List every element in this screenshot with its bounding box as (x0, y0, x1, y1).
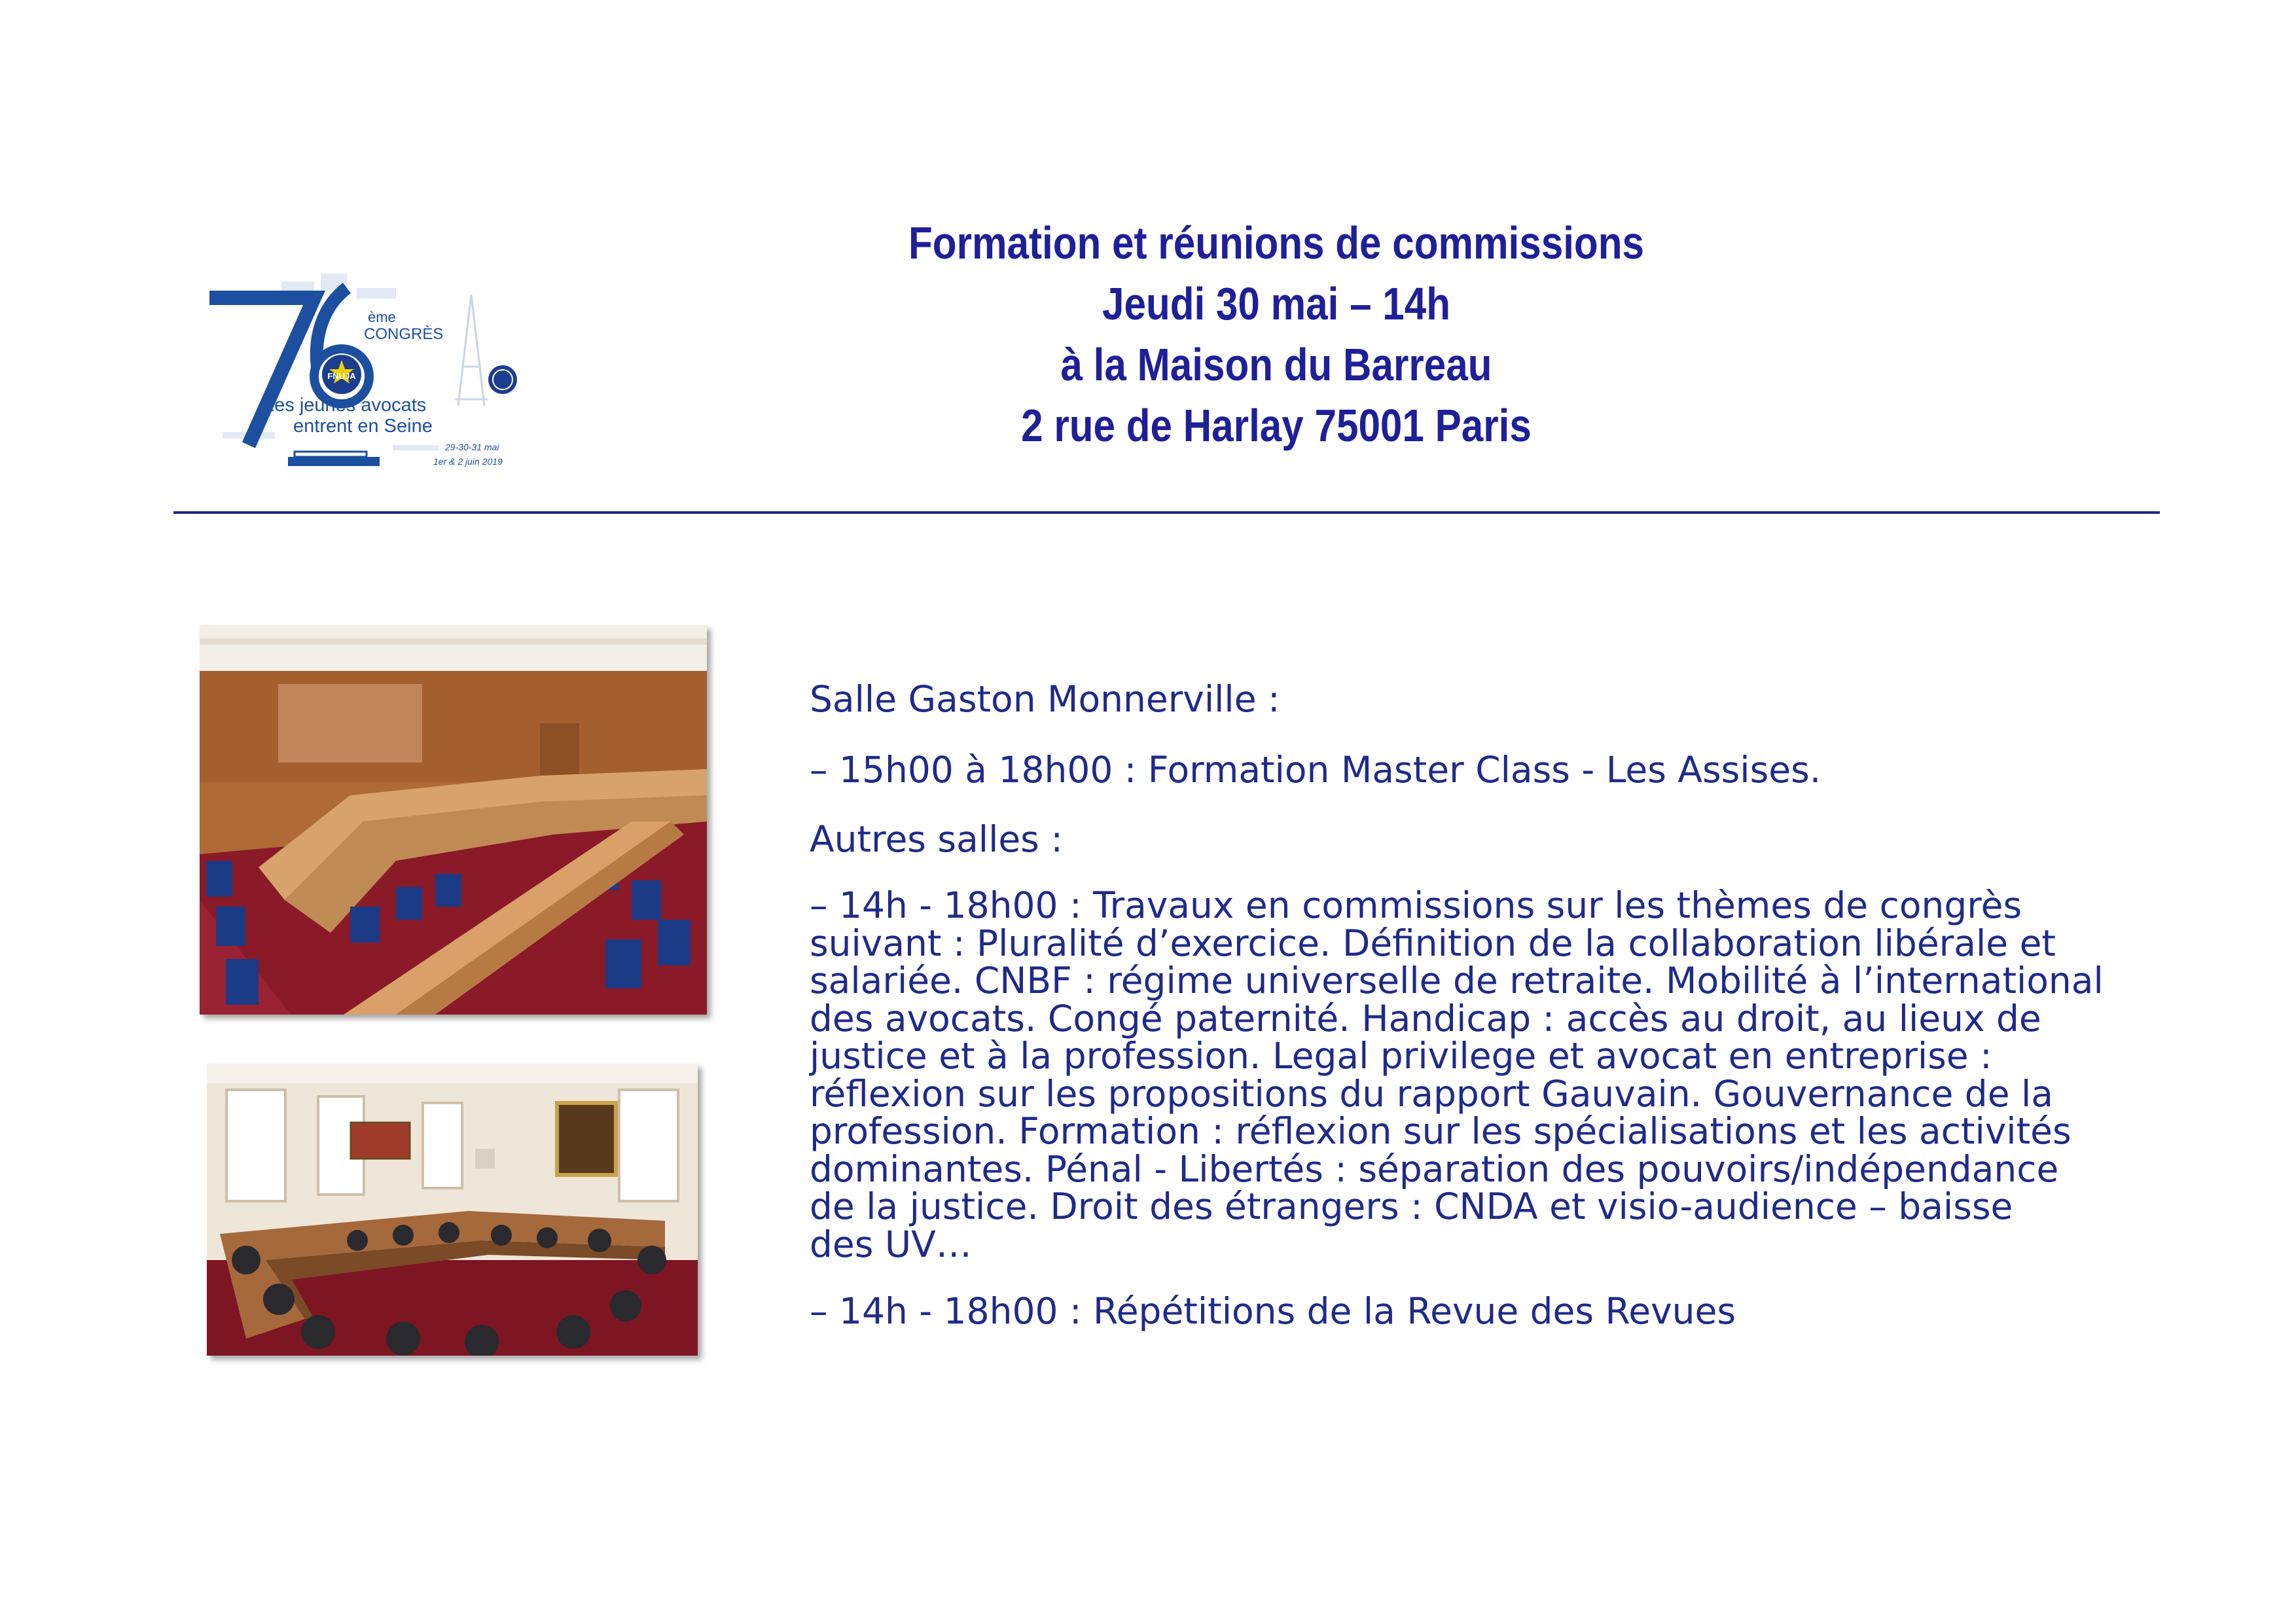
room-heading-autres: Autres salles : (810, 818, 1063, 860)
commissions-line: justice et à la profession. Legal privilege et avocat en entreprise : (810, 1035, 1992, 1077)
commissions-line: des avocats. Congé paternité. Handicap : accès au droit, au lieux de (810, 997, 2041, 1039)
header-divider (173, 511, 2160, 514)
schedule-item-master-class: – 15h00 à 18h00 : Formation Master Class - Les Assises. (810, 749, 1821, 791)
logo-tagline-2: entrent en Seine (293, 416, 433, 437)
commissions-line: suivant : Pluralité d’exercice. Définition de la collaboration libérale et (810, 922, 2056, 964)
commissions-line: – 14h - 18h00 : Travaux en commissions sur les thèmes de congrès (810, 884, 2022, 926)
congress-logo (196, 268, 537, 478)
page-header (687, 213, 1865, 456)
commissions-line: des UV… (810, 1223, 972, 1265)
commissions-line: de la justice. Droit des étrangers : CNDA et visio-audience – baisse (810, 1185, 2013, 1227)
logo-dates-2: 1er & 2 juin 2019 (433, 456, 503, 467)
commissions-line: salariée. CNBF : régime universelle de retraite. Mobilité à l’international (810, 960, 2104, 1001)
schedule-content (810, 677, 2125, 1333)
logo-dates-1: 29-30-31 mai (445, 442, 499, 452)
header-date: Jeudi 30 mai – 14h (1102, 278, 1451, 329)
photo-salle-monnerville (200, 625, 707, 1015)
photo-autres-salles (207, 1064, 698, 1356)
logo-superscript: ème (368, 309, 396, 325)
room-heading-monnerville: Salle Gaston Monnerville : (810, 678, 1280, 720)
logo-congres: CONGRÈS (364, 325, 444, 343)
header-title: Formation et réunions de commissions (908, 217, 1644, 268)
schedule-item-commissions (810, 884, 2125, 1265)
commissions-line: profession. Formation : réflexion sur les spécialisations et les activités (810, 1110, 2072, 1152)
commissions-line: dominantes. Pénal - Libertés : séparation des pouvoirs/indépendance (810, 1147, 2059, 1190)
schedule-item-revue: – 14h - 18h00 : Répétitions de la Revue des Revues (810, 1290, 1736, 1332)
logo-org: FNUJA (327, 371, 356, 381)
header-address: 2 rue de Harlay 75001 Paris (1021, 400, 1532, 451)
commissions-line: réflexion sur les propositions du rapport Gauvain. Gouvernance de la (810, 1072, 2053, 1115)
logo-tagline-1: Les jeunes avocats (264, 395, 427, 416)
header-venue: à la Maison du Barreau (1060, 339, 1492, 390)
congress-logo-graphic (196, 268, 537, 478)
